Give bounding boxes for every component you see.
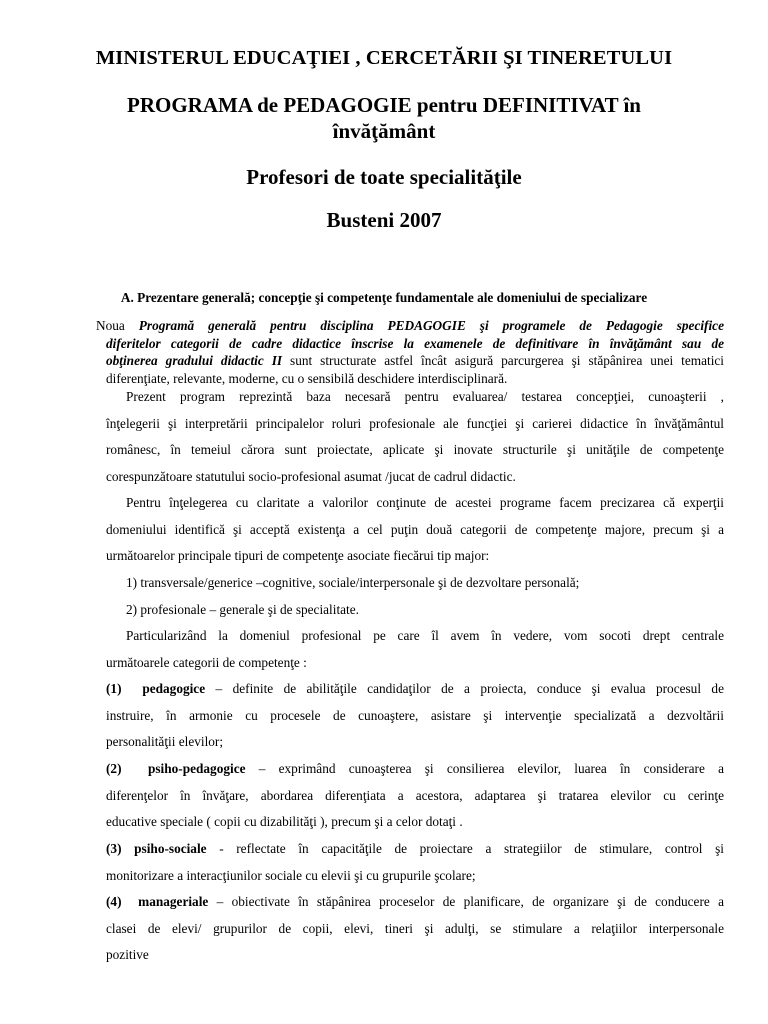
- competence-name: psiho-sociale: [134, 841, 207, 856]
- intro-emphasis: Programă generală pentru disciplina PEDAGOGIE şi programele de Pedagogie specifice: [138, 318, 724, 333]
- intro-emphasis: obţinerea gradului didactic II: [106, 353, 283, 368]
- competence-text: – obiectivate în stăpânirea proceselor de planificare, de organizare şi de conducere a: [208, 894, 724, 909]
- competence-line: instruire, în armonie cu procesele de cunoaştere, asistare şi intervenţie specializată a dezvoltării: [106, 707, 724, 723]
- p2-line: următoarelor principale tipuri de competenţe asociate fiecărui tip major:: [106, 548, 490, 563]
- competence-line: educative speciale ( copii cu dizabilităţi ), precum şi a celor dotaţi .: [106, 814, 463, 829]
- competence-line: clasei de elevi/ grupurilor de copii, elevi, tineri şi adulţi, se stimulare a relaţiilor interpersonale: [106, 920, 724, 936]
- audience-heading: Profesori de toate specialităţile: [246, 165, 522, 189]
- competence-name: psiho-pedagogice: [147, 761, 246, 776]
- competence-line: monitorizare a interacţiunilor sociale cu elevii şi cu grupurile şcolare;: [106, 867, 476, 883]
- competence-number: (2): [106, 761, 122, 776]
- competence-line: personalităţii elevilor;: [106, 734, 224, 749]
- competence-number: (3): [106, 841, 122, 856]
- paragraph-3: [106, 623, 724, 676]
- competence-line: diferenţelor în învăţare, abordarea diferenţiata a acestora, adaptarea şi tratarea elevilor cu cerinţe: [106, 787, 724, 803]
- competence-psycho-pedagogical: [106, 756, 724, 836]
- competence-line: pozitive: [106, 947, 149, 962]
- competence-line: [106, 836, 724, 863]
- intro-text: sunt structurate astfel încât asigură parcurgerea şi stăpânirea unei tematici: [282, 353, 724, 368]
- p2-line: Pentru înţelegerea cu claritate a valorilor conţinute de acestei programe facem precizarea că experţii: [126, 495, 724, 510]
- place-year-heading: Busteni 2007: [326, 208, 442, 232]
- competence-line: [106, 756, 724, 783]
- competence-text: – definite de abilităţile candidaţilor de a proiecta, conduce şi evalua procesul de: [205, 681, 724, 696]
- paragraph-2: [106, 490, 724, 570]
- p3-line: următoarele categorii de competenţe :: [106, 654, 307, 670]
- competence-name: manageriale: [138, 894, 209, 909]
- section-a-title: A. Prezentare generală; concepţie şi competenţe fundamentale ale domeniului de specializare: [120, 290, 648, 305]
- list-items: [106, 570, 724, 623]
- p2-line: domeniului identifică şi acceptă existenţa a cel puţin două categorii de competenţe majore, precum şi a: [106, 521, 724, 537]
- intro-line-2: diferitelor categorii de cadre didactice înscrise la examenele de definitivare în învăţământ sau de: [106, 335, 724, 351]
- competence-text: - reflectate în capacităţile de proiectare a strategiilor de stimulare, control şi: [206, 841, 724, 856]
- program-title-line2: învăţământ: [332, 119, 436, 143]
- list-item-professional: 2) profesionale – generale şi de specialitate.: [126, 601, 359, 617]
- program-title-line1: PROGRAMA de PEDAGOGIE pentru DEFINITIVAT în: [127, 93, 641, 117]
- competence-managerial: [106, 889, 724, 969]
- competence-line: [106, 889, 724, 916]
- paragraph-1: [106, 384, 724, 490]
- intro-paragraph: [96, 317, 724, 387]
- competence-psycho-social: [106, 836, 724, 889]
- p1-line: înţelegerii şi interpretării principalelor roluri profesionale ale funcţiei şi carierei didactice în învăţământul: [106, 415, 724, 431]
- competence-pedagogical: [106, 676, 724, 756]
- competence-text: – exprimând cunoaşterea şi consilierea elevilor, luarea în considerare a: [245, 761, 724, 776]
- p1-line: corespunzătoare statutului socio-profesional asumat /jucat de cadrul didactic.: [106, 468, 516, 484]
- list-item-transversal: 1) transversale/generice –cognitive, sociale/interpersonale şi de dezvoltare personală;: [126, 575, 580, 590]
- intro-line-4: diferenţiate, relevante, moderne, cu o sensibilă deschidere interdisciplinară.: [106, 370, 508, 386]
- competence-number: (1): [106, 681, 122, 696]
- competence-line: [106, 676, 724, 703]
- competence-name: pedagogice: [142, 681, 206, 696]
- intro-text: Noua: [96, 318, 139, 333]
- p1-line: Prezent program reprezintă baza necesară pentru evaluarea/ testarea concepţiei, cunoaşterii ,: [126, 389, 724, 404]
- intro-line-1: [96, 317, 724, 335]
- p1-line: românesc, în temeiul cărora sunt proiectate, aplicate şi inovate structurile şi unităţile de competenţe: [106, 442, 724, 457]
- competence-number: (4): [106, 894, 122, 909]
- p3-line: Particularizând la domeniul profesional pe care îl avem în vedere, vom socoti drept centrale: [126, 628, 724, 643]
- ministry-heading: MINISTERUL EDUCAŢIEI , CERCETĂRII ŞI TINERETULUI: [95, 47, 673, 69]
- intro-line-3: [106, 352, 724, 370]
